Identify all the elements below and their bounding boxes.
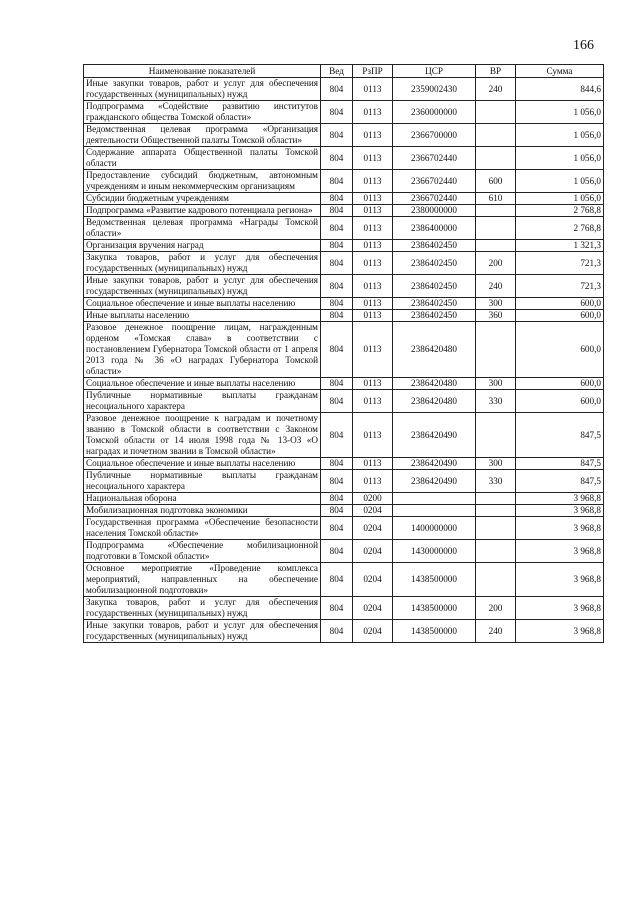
table-body xyxy=(84,78,604,643)
row-rzpr-cell: 0113 xyxy=(353,390,393,413)
row-csr-cell: 2366702440 xyxy=(393,193,476,205)
row-rzpr-cell: 0113 xyxy=(353,124,393,147)
row-sum-cell: 844,6 xyxy=(516,78,604,101)
header-vr: ВР xyxy=(476,65,516,78)
row-rzpr-cell: 0113 xyxy=(353,205,393,217)
row-name-cell: Разовое денежное поощрение лицам, награжденным орденом «Томская слава» в соответствии с постановлением Губернатора Томской области от 1 апреля 2013 года № 36 «О наградах Губернатора Томской области» xyxy=(84,322,321,378)
table-row xyxy=(84,310,604,322)
row-rzpr-cell: 0113 xyxy=(353,170,393,193)
row-csr-cell xyxy=(393,505,476,517)
row-vr-cell xyxy=(476,147,516,170)
row-csr-cell: 2386400000 xyxy=(393,217,476,240)
row-rzpr-cell: 0204 xyxy=(353,517,393,540)
header-name: Наименование показателей xyxy=(84,65,321,78)
row-rzpr-cell: 0113 xyxy=(353,298,393,310)
row-rzpr-cell: 0113 xyxy=(353,252,393,275)
row-ved-cell: 804 xyxy=(321,78,353,101)
row-rzpr-cell: 0113 xyxy=(353,378,393,390)
table-row xyxy=(84,390,604,413)
row-csr-cell: 2366702440 xyxy=(393,170,476,193)
row-vr-cell xyxy=(476,540,516,563)
row-ved-cell: 804 xyxy=(321,322,353,378)
table-row xyxy=(84,378,604,390)
row-sum-cell: 2 768,8 xyxy=(516,217,604,240)
row-sum-cell: 1 056,0 xyxy=(516,101,604,124)
row-csr-cell: 2380000000 xyxy=(393,205,476,217)
row-csr-cell: 2386420480 xyxy=(393,322,476,378)
row-sum-cell: 1 056,0 xyxy=(516,170,604,193)
row-ved-cell: 804 xyxy=(321,240,353,252)
row-rzpr-cell: 0204 xyxy=(353,620,393,643)
row-csr-cell: 1438500000 xyxy=(393,563,476,597)
page-number: 166 xyxy=(573,38,594,53)
table-row xyxy=(84,205,604,217)
table-row xyxy=(84,147,604,170)
row-rzpr-cell: 0113 xyxy=(353,275,393,298)
table-row xyxy=(84,252,604,275)
row-sum-cell: 3 968,8 xyxy=(516,505,604,517)
row-ved-cell: 804 xyxy=(321,458,353,470)
row-name-cell: Публичные нормативные выплаты гражданам несоциального характера xyxy=(84,470,321,493)
row-sum-cell: 600,0 xyxy=(516,298,604,310)
row-ved-cell: 804 xyxy=(321,540,353,563)
row-csr-cell: 1438500000 xyxy=(393,620,476,643)
header-csr: ЦСР xyxy=(393,65,476,78)
table-row xyxy=(84,458,604,470)
row-vr-cell xyxy=(476,493,516,505)
row-ved-cell: 804 xyxy=(321,517,353,540)
row-vr-cell: 300 xyxy=(476,378,516,390)
row-vr-cell: 610 xyxy=(476,193,516,205)
row-name-cell: Подпрограмма «Содействие развитию институтов гражданского общества Томской области» xyxy=(84,101,321,124)
row-csr-cell: 2386402450 xyxy=(393,240,476,252)
row-vr-cell: 300 xyxy=(476,298,516,310)
table-row xyxy=(84,597,604,620)
row-sum-cell: 600,0 xyxy=(516,378,604,390)
table-row xyxy=(84,124,604,147)
row-rzpr-cell: 0113 xyxy=(353,217,393,240)
table-row xyxy=(84,413,604,458)
table-row xyxy=(84,170,604,193)
row-sum-cell: 3 968,8 xyxy=(516,493,604,505)
row-vr-cell: 240 xyxy=(476,620,516,643)
row-csr-cell: 2386402450 xyxy=(393,298,476,310)
row-sum-cell: 721,3 xyxy=(516,252,604,275)
row-ved-cell: 804 xyxy=(321,310,353,322)
row-name-cell: Закупка товаров, работ и услуг для обеспечения государственных (муниципальных) нужд xyxy=(84,597,321,620)
row-vr-cell: 360 xyxy=(476,310,516,322)
row-ved-cell: 804 xyxy=(321,390,353,413)
row-sum-cell: 1 056,0 xyxy=(516,193,604,205)
table-row xyxy=(84,470,604,493)
row-vr-cell xyxy=(476,322,516,378)
row-vr-cell xyxy=(476,517,516,540)
table-row xyxy=(84,517,604,540)
row-sum-cell: 600,0 xyxy=(516,322,604,378)
row-name-cell: Иные закупки товаров, работ и услуг для обеспечения государственных (муниципальных) нужд xyxy=(84,78,321,101)
row-sum-cell: 1 321,3 xyxy=(516,240,604,252)
row-ved-cell: 804 xyxy=(321,275,353,298)
row-vr-cell: 200 xyxy=(476,597,516,620)
row-rzpr-cell: 0113 xyxy=(353,322,393,378)
row-sum-cell: 1 056,0 xyxy=(516,124,604,147)
header-sum: Сумма xyxy=(516,65,604,78)
table-row xyxy=(84,563,604,597)
row-name-cell: Иные закупки товаров, работ и услуг для обеспечения государственных (муниципальных) нужд xyxy=(84,275,321,298)
row-ved-cell: 804 xyxy=(321,298,353,310)
row-rzpr-cell: 0204 xyxy=(353,540,393,563)
table-row xyxy=(84,540,604,563)
row-name-cell: Ведомственная целевая программа «Организация деятельности Общественной палаты Томской области» xyxy=(84,124,321,147)
row-name-cell: Организация вручения наград xyxy=(84,240,321,252)
row-ved-cell: 804 xyxy=(321,470,353,493)
row-rzpr-cell: 0113 xyxy=(353,193,393,205)
row-sum-cell: 2 768,8 xyxy=(516,205,604,217)
row-sum-cell: 3 968,8 xyxy=(516,620,604,643)
row-vr-cell xyxy=(476,101,516,124)
row-ved-cell: 804 xyxy=(321,413,353,458)
table-row xyxy=(84,275,604,298)
row-name-cell: Национальная оборона xyxy=(84,493,321,505)
row-csr-cell: 2386420480 xyxy=(393,378,476,390)
row-csr-cell: 2386420480 xyxy=(393,390,476,413)
row-csr-cell: 2386420490 xyxy=(393,413,476,458)
table-row xyxy=(84,101,604,124)
row-rzpr-cell: 0204 xyxy=(353,597,393,620)
row-csr-cell: 1400000000 xyxy=(393,517,476,540)
row-csr-cell: 1430000000 xyxy=(393,540,476,563)
row-rzpr-cell: 0113 xyxy=(353,78,393,101)
table-row xyxy=(84,217,604,240)
row-vr-cell: 200 xyxy=(476,252,516,275)
table-row xyxy=(84,78,604,101)
row-name-cell: Содержание аппарата Общественной палаты Томской области xyxy=(84,147,321,170)
row-name-cell: Социальное обеспечение и иные выплаты населению xyxy=(84,458,321,470)
row-sum-cell: 3 968,8 xyxy=(516,540,604,563)
row-sum-cell: 847,5 xyxy=(516,470,604,493)
budget-table xyxy=(83,64,604,643)
table-row xyxy=(84,298,604,310)
row-ved-cell: 804 xyxy=(321,124,353,147)
row-ved-cell: 804 xyxy=(321,597,353,620)
row-csr-cell: 2386402450 xyxy=(393,252,476,275)
row-csr-cell: 2386402450 xyxy=(393,275,476,298)
row-name-cell: Иные выплаты населению xyxy=(84,310,321,322)
row-sum-cell: 3 968,8 xyxy=(516,517,604,540)
row-name-cell: Закупка товаров, работ и услуг для обеспечения государственных (муниципальных) нужд xyxy=(84,252,321,275)
row-name-cell: Подпрограмма «Развитие кадрового потенциала региона» xyxy=(84,205,321,217)
row-vr-cell: 330 xyxy=(476,390,516,413)
row-name-cell: Социальное обеспечение и иные выплаты населению xyxy=(84,298,321,310)
row-name-cell: Социальное обеспечение и иные выплаты населению xyxy=(84,378,321,390)
row-vr-cell xyxy=(476,205,516,217)
row-name-cell: Субсидии бюджетным учреждениям xyxy=(84,193,321,205)
row-csr-cell: 1438500000 xyxy=(393,597,476,620)
row-sum-cell: 3 968,8 xyxy=(516,597,604,620)
row-sum-cell: 3 968,8 xyxy=(516,563,604,597)
row-ved-cell: 804 xyxy=(321,620,353,643)
row-csr-cell: 2360000000 xyxy=(393,101,476,124)
row-rzpr-cell: 0113 xyxy=(353,240,393,252)
row-csr-cell xyxy=(393,493,476,505)
row-rzpr-cell: 0204 xyxy=(353,505,393,517)
row-ved-cell: 804 xyxy=(321,101,353,124)
row-name-cell: Иные закупки товаров, работ и услуг для обеспечения государственных (муниципальных) нужд xyxy=(84,620,321,643)
row-csr-cell: 2386402450 xyxy=(393,310,476,322)
row-name-cell: Государственная программа «Обеспечение безопасности населения Томской области» xyxy=(84,517,321,540)
row-rzpr-cell: 0204 xyxy=(353,563,393,597)
row-rzpr-cell: 0113 xyxy=(353,413,393,458)
row-vr-cell xyxy=(476,124,516,147)
row-csr-cell: 2386420490 xyxy=(393,470,476,493)
row-csr-cell: 2366700000 xyxy=(393,124,476,147)
table-row xyxy=(84,493,604,505)
row-vr-cell: 600 xyxy=(476,170,516,193)
row-ved-cell: 804 xyxy=(321,147,353,170)
table-row xyxy=(84,240,604,252)
row-sum-cell: 847,5 xyxy=(516,458,604,470)
table-row xyxy=(84,322,604,378)
header-rzpr: РзПР xyxy=(353,65,393,78)
row-rzpr-cell: 0113 xyxy=(353,470,393,493)
row-csr-cell: 2386420490 xyxy=(393,458,476,470)
row-ved-cell: 804 xyxy=(321,193,353,205)
header-ved: Вед xyxy=(321,65,353,78)
row-sum-cell: 721,3 xyxy=(516,275,604,298)
row-name-cell: Подпрограмма «Обеспечение мобилизационной подготовки в Томской области» xyxy=(84,540,321,563)
table-row xyxy=(84,193,604,205)
row-vr-cell xyxy=(476,505,516,517)
row-vr-cell xyxy=(476,563,516,597)
row-name-cell: Мобилизационная подготовка экономики xyxy=(84,505,321,517)
table-row xyxy=(84,620,604,643)
row-ved-cell: 804 xyxy=(321,563,353,597)
row-rzpr-cell: 0113 xyxy=(353,101,393,124)
row-vr-cell: 330 xyxy=(476,470,516,493)
row-sum-cell: 847,5 xyxy=(516,413,604,458)
row-vr-cell: 240 xyxy=(476,78,516,101)
row-name-cell: Разовое денежное поощрение к наградам и почетному званию в Томской области в соответствии с Законом Томской области от 14 июля 1998 года № 13-ОЗ «О наградах и почетном звании в Томской области» xyxy=(84,413,321,458)
row-rzpr-cell: 0113 xyxy=(353,147,393,170)
row-csr-cell: 2359002430 xyxy=(393,78,476,101)
row-name-cell: Предоставление субсидий бюджетным, автономным учреждениям и иным некоммерческим организациям xyxy=(84,170,321,193)
row-ved-cell: 804 xyxy=(321,505,353,517)
row-ved-cell: 804 xyxy=(321,205,353,217)
row-sum-cell: 1 056,0 xyxy=(516,147,604,170)
row-ved-cell: 804 xyxy=(321,252,353,275)
table-header-row xyxy=(84,65,604,78)
row-vr-cell: 300 xyxy=(476,458,516,470)
row-vr-cell xyxy=(476,240,516,252)
row-csr-cell: 2366702440 xyxy=(393,147,476,170)
row-sum-cell: 600,0 xyxy=(516,390,604,413)
table-row xyxy=(84,505,604,517)
row-name-cell: Ведомственная целевая программа «Награды Томской области» xyxy=(84,217,321,240)
row-rzpr-cell: 0200 xyxy=(353,493,393,505)
row-vr-cell: 240 xyxy=(476,275,516,298)
row-rzpr-cell: 0113 xyxy=(353,458,393,470)
row-vr-cell xyxy=(476,217,516,240)
row-ved-cell: 804 xyxy=(321,378,353,390)
row-sum-cell: 600,0 xyxy=(516,310,604,322)
row-name-cell: Публичные нормативные выплаты гражданам несоциального характера xyxy=(84,390,321,413)
row-ved-cell: 804 xyxy=(321,217,353,240)
row-ved-cell: 804 xyxy=(321,170,353,193)
row-rzpr-cell: 0113 xyxy=(353,310,393,322)
row-vr-cell xyxy=(476,413,516,458)
row-name-cell: Основное мероприятие «Проведение комплекса мероприятий, направленных на обеспечение мобилизационной подготовки» xyxy=(84,563,321,597)
row-ved-cell: 804 xyxy=(321,493,353,505)
